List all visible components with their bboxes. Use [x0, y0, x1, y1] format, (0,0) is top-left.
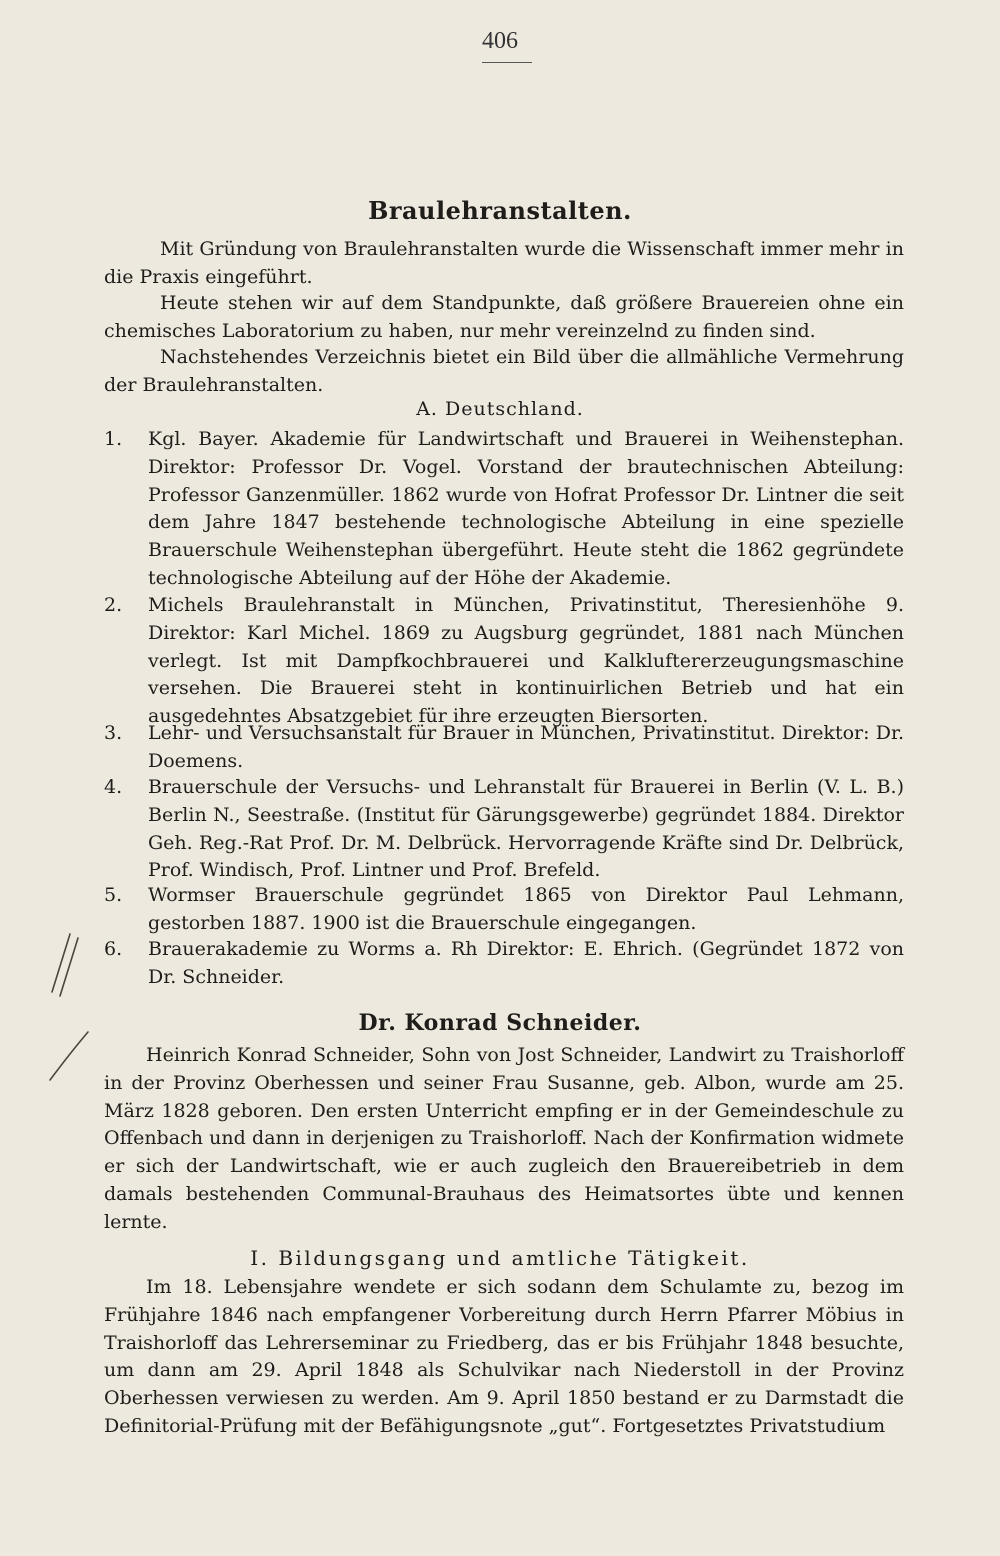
list-item-number: 2.: [104, 594, 123, 616]
subsection-heading-bildungsgang: I. Bildungsgang und amtliche Tätigkeit.: [250, 1246, 750, 1270]
page-number-rule: [482, 62, 532, 63]
subheading-deutschland: A. Deutschland.: [416, 398, 584, 420]
list-item-number: 5.: [104, 884, 123, 906]
list-item: [104, 936, 904, 992]
section-heading-braulehranstalten: Braulehranstalten.: [368, 196, 632, 225]
section-heading-konrad-schneider: Dr. Konrad Schneider.: [358, 1010, 642, 1036]
list-item: [104, 426, 904, 593]
intro-paragraph: Mit Gründung von Braulehranstalten wurde die Wissenschaft immer mehr in die Praxis eingeführt.: [104, 238, 904, 288]
list-item-text: Brauerschule der Versuchs- und Lehranstalt für Brauerei in Berlin (V. L. B.) Berlin N., Seestraße. (Institut für Gärungsgewerbe) gegründet 1884. Direktor Geh. Reg.-Rat Prof. Dr. M. Delbrück. Hervorragende Kräfte sind Dr. Delbrück, Prof. Windisch, Prof. Lintner und Prof. Brefeld.: [148, 776, 904, 882]
list-item-text: Kgl. Bayer. Akademie für Landwirtschaft und Brauerei in Weihenstephan. Direktor: Professor Dr. Vogel. Vorstand der brautechnischen Abteilung: Professor Ganzenmüller. 1862 wurde von Hofrat Professor Dr. Lintner die seit dem Jahre 1847 bestehende technologische Abteilung in eine spezielle Brauerschule Weihenstephan übergeführt. Heute steht die 1862 gegründete technologische Abteilung auf der Höhe der Akademie.: [148, 428, 904, 589]
list-item: [104, 882, 904, 938]
list-item-number: 6.: [104, 938, 123, 960]
list-item-number: 4.: [104, 776, 123, 798]
list-item-text: Wormser Brauerschule gegründet 1865 von Direktor Paul Lehmann, gestorben 1887. 1900 ist die Brauerschule eingegangen.: [148, 884, 904, 934]
bio-paragraph: Heinrich Konrad Schneider, Sohn von Jost Schneider, Landwirt zu Traishorloff in der Provinz Oberhessen und seiner Frau Susanne, geb. Albon, wurde am 25. März 1828 geboren. Den ersten Unterricht empfing er in der Gemeindeschule zu Offenbach und dann in derjenigen zu Traishorloff. Nach der Konfirmation widmete er sich der Landwirtschaft, wie er auch zugleich den Brauereibetrieb in dem damals bestehenden Communal-Brauhaus des Heimatsortes übte und kennen lernte.: [104, 1044, 904, 1233]
list-item-number: 1.: [104, 428, 123, 450]
body-paragraph: Im 18. Lebensjahre wendete er sich sodann dem Schulamte zu, bezog im Frühjahre 1846 nach empfangener Vorbereitung durch Herrn Pfarrer Möbius in Traishorloff das Lehrerseminar zu Friedberg, das er bis Frühjahr 1848 besuchte, um dann am 29. April 1848 als Schulvikar nach Niederstoll in der Provinz Oberhessen verwiesen zu werden. Am 9. April 1850 bestand er zu Darmstadt die Definitorial-Prüfung mit der Befähigungsnote „gut“. Fortgesetztes Privatstudium: [104, 1276, 904, 1437]
margin-pencil-mark: [40, 930, 90, 1000]
list-item-number: 3.: [104, 722, 123, 744]
list-item-text: Michels Braulehranstalt in München, Privatinstitut, Theresienhöhe 9. Direktor: Karl Michel. 1869 zu Augsburg gegründet, 1881 nach München verlegt. Ist mit Dampfkochbrauerei und Kalkluftererzeugungsmaschine versehen. Die Brauerei steht in kontinuirlichen Betrieb und hat ein ausgedehntes Absatzgebiet für ihre erzeugten Biersorten.: [148, 594, 904, 728]
list-item-text: Lehr- und Versuchsanstalt für Brauer in München, Privatinstitut. Direktor: Dr. Doemens.: [148, 722, 904, 772]
list-item-text: Brauerakademie zu Worms a. Rh Direktor: E. Ehrich. (Gegründet 1872 von Dr. Schneider.: [148, 938, 904, 988]
intro-paragraph: Heute stehen wir auf dem Standpunkte, daß größere Brauereien ohne ein chemisches Laboratorium zu haben, nur mehr vereinzelnd zu finden sind.: [104, 292, 904, 342]
list-item: [104, 774, 904, 885]
list-item: [104, 592, 904, 731]
page-number: 406: [482, 28, 518, 54]
list-item: [104, 720, 904, 776]
intro-paragraph: Nachstehendes Verzeichnis bietet ein Bild über die allmähliche Vermehrung der Braulehranstalten.: [104, 346, 904, 396]
